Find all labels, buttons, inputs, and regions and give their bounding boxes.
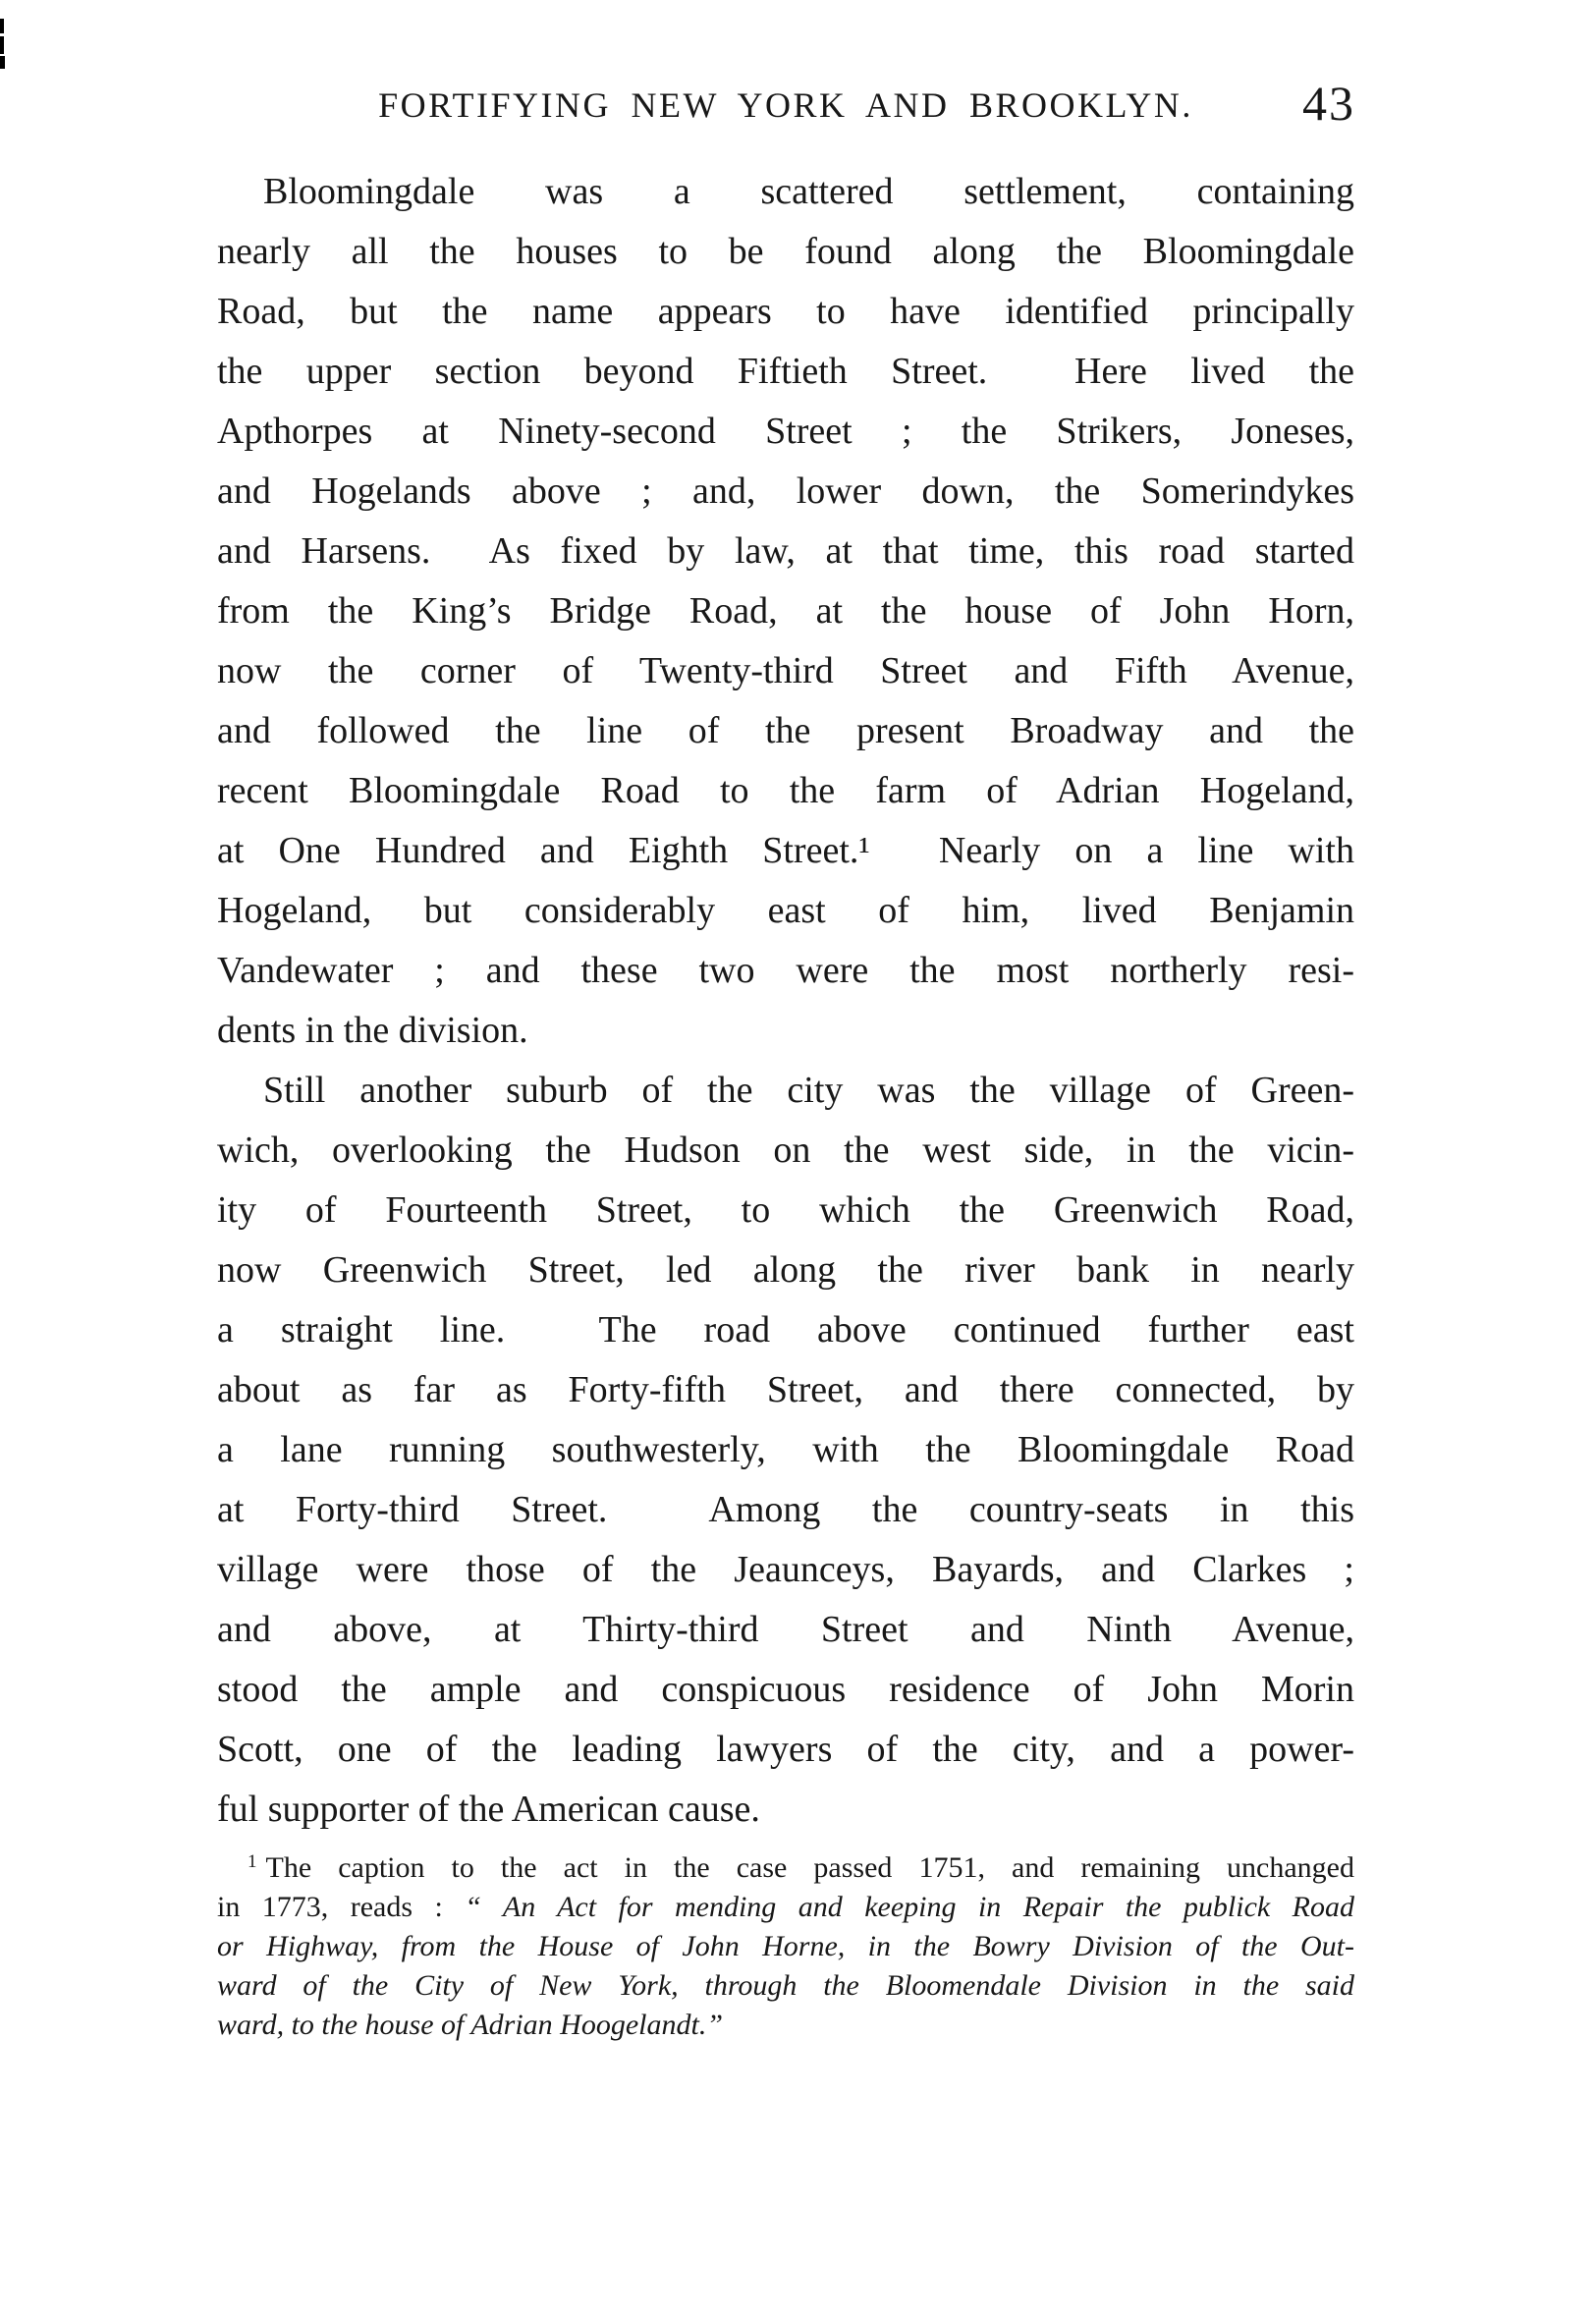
footnote-text-italic: “ An Act for mending and keeping in Repair the publick Road bbox=[465, 1891, 1355, 1923]
text-line: about as far as Forty-fifth Street, and there connected, by bbox=[217, 1369, 1354, 1410]
page-number: 43 bbox=[1302, 76, 1355, 131]
text-line: a lane running southwesterly, with the Bloomingdale Road bbox=[217, 1429, 1354, 1470]
footnote-line bbox=[217, 1927, 1354, 1966]
footnote-text: in 1773, reads : bbox=[217, 1891, 466, 1923]
footnote-marker: 1 bbox=[248, 1851, 257, 1872]
text-line: Bloomingdale was a scattered settlement, containing bbox=[263, 171, 1354, 212]
text-line: the upper section beyond Fiftieth Street. Here lived the bbox=[217, 351, 1354, 392]
scan-artifact-segment bbox=[0, 56, 5, 69]
text-line: dents in the division. bbox=[217, 1010, 528, 1051]
text-line: Apthorpes at Ninety-second Street ; the Strikers, Joneses, bbox=[217, 411, 1354, 452]
footnote-text: The caption to the act in the case passed 1751, and remaining unchanged bbox=[265, 1851, 1354, 1884]
text-line: and above, at Thirty-third Street and Ninth Avenue, bbox=[217, 1609, 1354, 1650]
text-line: a straight line. The road above continued further east bbox=[217, 1309, 1354, 1350]
text-line: wich, overlooking the Hudson on the west side, in the vicin- bbox=[217, 1130, 1354, 1171]
text-line: now Greenwich Street, led along the river bank in nearly bbox=[217, 1249, 1354, 1291]
text-line: nearly all the houses to be found along the Bloomingdale bbox=[217, 231, 1354, 272]
text-line: Hogeland, but considerably east of him, lived Benjamin bbox=[217, 890, 1354, 931]
footnote-line bbox=[217, 1888, 1354, 1927]
text-line: Vandewater ; and these two were the most northerly resi- bbox=[217, 950, 1354, 991]
scan-artifact-segment bbox=[0, 36, 4, 54]
text-line: ful supporter of the American cause. bbox=[217, 1789, 760, 1830]
text-line: and Harsens. As fixed by law, at that time, this road started bbox=[217, 530, 1354, 572]
footnote-text-italic: or Highway, from the House of John Horne, in the Bowry Division of the Out- bbox=[217, 1930, 1354, 1962]
footnote bbox=[217, 1848, 1354, 2045]
scan-artifact-segment bbox=[0, 19, 4, 33]
text-line: village were those of the Jeaunceys, Bayards, and Clarkes ; bbox=[217, 1549, 1354, 1590]
text-line: now the corner of Twenty-third Street and Fifth Avenue, bbox=[217, 650, 1354, 691]
paragraph-bloomingdale bbox=[217, 162, 1354, 1061]
text-line: recent Bloomingdale Road to the farm of Adrian Hogeland, bbox=[217, 770, 1354, 811]
footnote-line bbox=[217, 2006, 1354, 2045]
running-header-title: FORTIFYING NEW YORK AND BROOKLYN. bbox=[378, 85, 1193, 125]
text-line: at One Hundred and Eighth Street.¹ Nearly on a line with bbox=[217, 830, 1354, 871]
text-line: from the King’s Bridge Road, at the house of John Horn, bbox=[217, 590, 1354, 632]
footnote-text-italic: ward, to the house of Adrian Hoogelandt.” bbox=[217, 2009, 724, 2041]
footnote-text-italic: ward of the City of New York, through the Bloomendale Division in the said bbox=[217, 1969, 1354, 2002]
footnote-line bbox=[217, 1848, 1354, 1888]
text-line: at Forty-third Street. Among the country-seats in this bbox=[217, 1489, 1354, 1530]
text-line: stood the ample and conspicuous residence of John Morin bbox=[217, 1669, 1354, 1710]
text-line: and Hogelands above ; and, lower down, the Somerindykes bbox=[217, 470, 1354, 512]
paragraph-greenwich bbox=[217, 1061, 1354, 1840]
text-line: and followed the line of the present Broadway and the bbox=[217, 710, 1354, 751]
text-line: Still another suburb of the city was the village of Green- bbox=[263, 1070, 1354, 1111]
footnote-line bbox=[217, 1966, 1354, 2006]
text-line: Scott, one of the leading lawyers of the city, and a power- bbox=[217, 1729, 1354, 1770]
text-line: Road, but the name appears to have identified principally bbox=[217, 291, 1354, 332]
text-line: ity of Fourteenth Street, to which the Greenwich Road, bbox=[217, 1189, 1354, 1231]
